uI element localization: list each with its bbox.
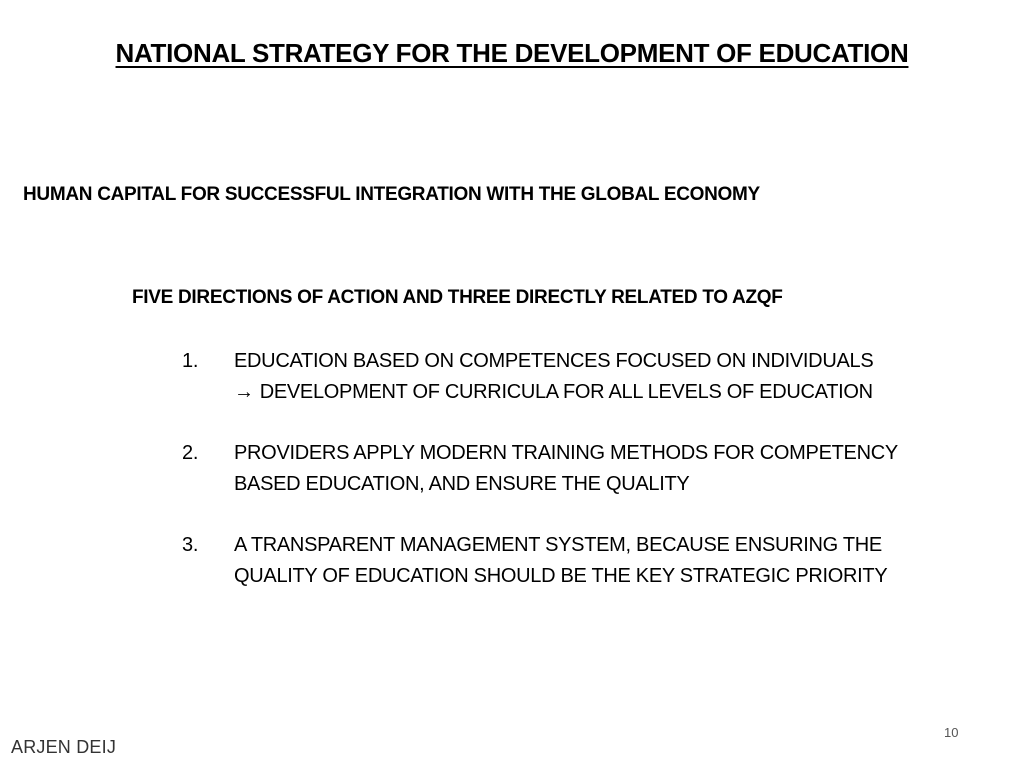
item-line-with-arrow <box>234 377 982 408</box>
item-line: BASED EDUCATION, AND ENSURE THE QUALITY <box>234 473 690 495</box>
item-number: 1. <box>182 350 199 372</box>
list-item <box>182 346 982 408</box>
item-text <box>234 346 982 408</box>
list-item <box>182 530 982 592</box>
item-number: 3. <box>182 534 199 556</box>
item-line: EDUCATION BASED ON COMPETENCES FOCUSED ON INDIVIDUALS <box>234 350 874 372</box>
slide-title: NATIONAL STRATEGY FOR THE DEVELOPMENT OF EDUCATION <box>115 38 909 68</box>
page-number: 10 <box>944 725 959 740</box>
list-item <box>182 438 982 500</box>
author-footer: ARJEN DEIJ <box>11 737 117 757</box>
item-text <box>234 438 982 500</box>
item-text <box>234 530 982 592</box>
directions-list <box>182 346 982 622</box>
slide-subtitle: HUMAN CAPITAL FOR SUCCESSFUL INTEGRATION WITH THE GLOBAL ECONOMY <box>23 184 760 205</box>
item-line: QUALITY OF EDUCATION SHOULD BE THE KEY STRATEGIC PRIORITY <box>234 565 888 587</box>
item-line: PROVIDERS APPLY MODERN TRAINING METHODS FOR COMPETENCY <box>234 442 898 464</box>
item-line: A TRANSPARENT MANAGEMENT SYSTEM, BECAUSE ENSURING THE <box>234 534 882 556</box>
item-line: DEVELOPMENT OF CURRICULA FOR ALL LEVELS OF EDUCATION <box>259 381 873 403</box>
right-arrow-icon: → <box>234 381 254 403</box>
item-number: 2. <box>182 442 199 464</box>
directions-heading: FIVE DIRECTIONS OF ACTION AND THREE DIRECTLY RELATED TO AZQF <box>132 287 783 308</box>
